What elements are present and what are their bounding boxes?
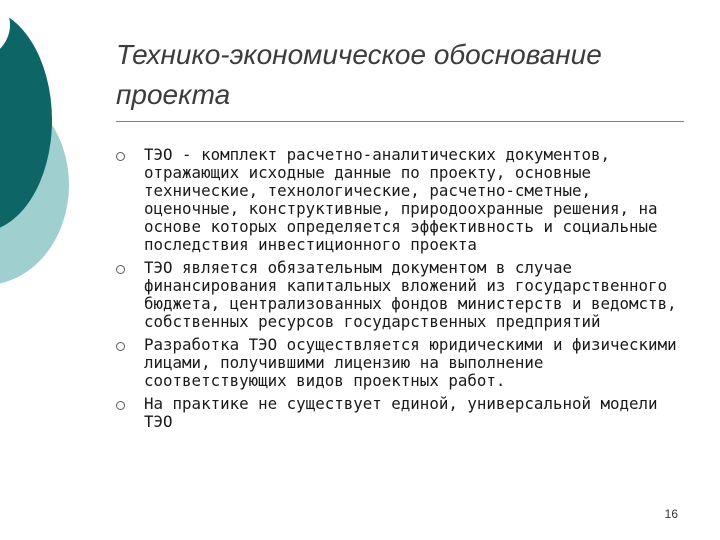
circle-bullet-icon — [116, 265, 125, 274]
circle-bullet-icon — [116, 152, 125, 161]
bullet-text: ТЭО является обязательным документом в случае финансирования капитальных вложений из государственного бюджета, централизованных фондов министерств и ведомств, собственных ресурсов государственных предприятий — [144, 258, 677, 331]
bullet-text: ТЭО - комплект расчетно-аналитических документов, отражающих исходные данные по проекту, основные технические, технологические, расчетно-сметные, оценочные, конструктивные, природоохранные решения, на основе которых определяется эффективность и социальные последствия инвестиционного проекта — [144, 145, 658, 254]
bullet-list — [116, 146, 686, 436]
list-item — [116, 146, 686, 254]
bullet-text: На практике не существует единой, универсальной модели ТЭО — [144, 394, 658, 431]
circle-bullet-icon — [116, 342, 125, 351]
page-number: 16 — [664, 507, 678, 521]
list-item — [116, 395, 686, 431]
list-item — [116, 336, 686, 390]
title-divider — [116, 121, 684, 122]
list-item — [116, 259, 686, 331]
circle-bullet-icon — [116, 401, 125, 410]
corner-decoration — [0, 0, 120, 300]
slide-title: Технико-экономическое обоснование проекта — [116, 39, 602, 110]
bullet-text: Разработка ТЭО осуществляется юридическими и физическими лицами, получившими лицензию на выполнение соответствующих видов проектных работ. — [144, 335, 677, 390]
